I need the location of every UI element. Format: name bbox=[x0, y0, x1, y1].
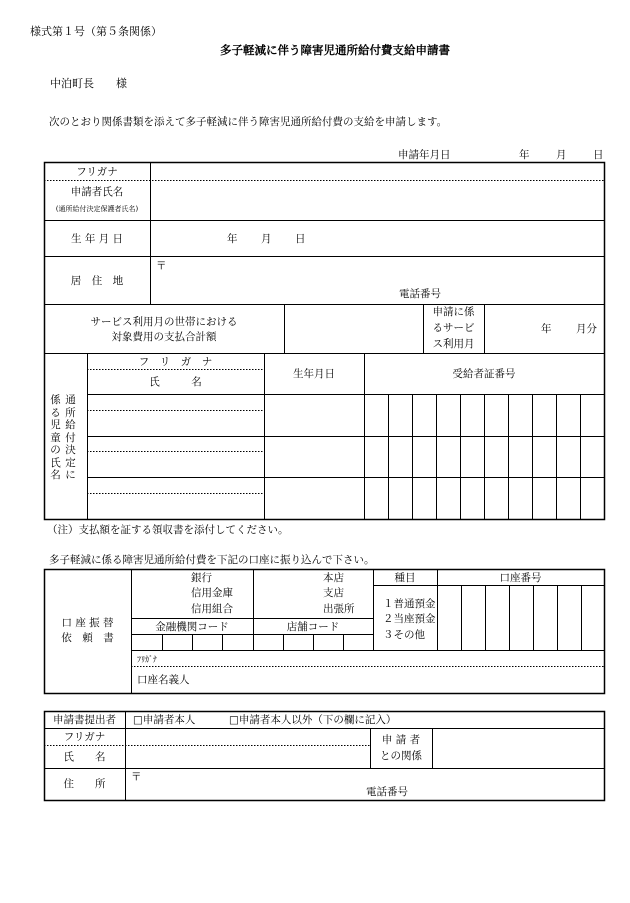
institution-code-label: 金融機関コード bbox=[155, 621, 229, 633]
relationship-label-2: との関係 bbox=[380, 750, 422, 762]
furigana-label: フリガナ bbox=[76, 166, 118, 178]
bank-option-kumiai: 信用組合 bbox=[191, 603, 233, 615]
total-cost-label-2: 対象費用の支払合計額 bbox=[111, 331, 217, 343]
service-month-suffix: 月分 bbox=[576, 323, 597, 335]
submitter-phone-label: 電話番号 bbox=[366, 786, 408, 798]
account-number-label: 口座番号 bbox=[499, 572, 542, 584]
intro-text: 次のとおり関係書類を添えて多子軽減に伴う障害児通所給付費の支給を申請します。 bbox=[49, 116, 448, 128]
transfer-label-2: 依 頼 書 bbox=[61, 632, 114, 644]
submitter-postal-mark: 〒 bbox=[131, 771, 142, 783]
account-kind-1: １普通預金 bbox=[383, 598, 436, 610]
receipt-note: （注）支払額を証する領収書を添付してください。 bbox=[47, 524, 289, 536]
birth-date-label: 生 年 月 日 bbox=[70, 233, 123, 245]
transfer-label-1: 口 座 振 替 bbox=[61, 617, 114, 629]
children-vertical-label-2: 通所給付決定に bbox=[65, 394, 76, 481]
account-kind-2: ２当座預金 bbox=[383, 613, 436, 625]
account-kind-3: ３その他 bbox=[383, 629, 425, 641]
phone-label: 電話番号 bbox=[399, 288, 441, 300]
branch-option-shiten: 支店 bbox=[323, 587, 344, 599]
children-birth-label: 生年月日 bbox=[293, 368, 335, 380]
account-holder-label: 口座名義人 bbox=[137, 674, 190, 686]
branch-option-shuchojo: 出張所 bbox=[323, 603, 355, 615]
submitter-address-label: 住 所 bbox=[63, 778, 106, 790]
children-name-label: 氏 名 bbox=[149, 376, 202, 388]
relationship-label-1: 申 請 者 bbox=[381, 734, 421, 746]
birth-day: 日 bbox=[295, 233, 306, 245]
submitter-option-self[interactable]: □申請者本人 bbox=[133, 714, 196, 726]
bank-intro: 多子軽減に係る障害児通所給付費を下記の口座に振り込んで下さい。 bbox=[49, 554, 375, 566]
birth-year: 年 bbox=[227, 233, 238, 245]
application-date-day: 日 bbox=[593, 149, 604, 161]
children-vertical-label-1: 係る児童の氏名 bbox=[50, 394, 61, 481]
applicant-name-sublabel: (通所給付決定保護者氏名) bbox=[55, 205, 139, 213]
children-furigana-label: フ リ ガ ナ bbox=[138, 356, 213, 368]
service-month-label-3: ス利用月 bbox=[432, 338, 475, 350]
submitter-furigana-label: フリガナ bbox=[63, 731, 106, 743]
birth-month: 月 bbox=[261, 233, 272, 245]
children-cert-label: 受給者証番号 bbox=[452, 368, 516, 380]
bank-option-bank: 銀行 bbox=[191, 572, 212, 584]
bank-option-shinkin: 信用金庫 bbox=[191, 587, 233, 599]
application-date-year: 年 bbox=[519, 149, 530, 161]
applicant-name-label: 申請者氏名 bbox=[70, 186, 124, 198]
submitter-option-other[interactable]: □申請者本人以外（下の欄に記入） bbox=[229, 714, 397, 726]
branch-option-honten: 本店 bbox=[323, 572, 344, 584]
postal-mark: 〒 bbox=[156, 260, 167, 272]
service-month-label-2: るサービ bbox=[432, 322, 475, 334]
form-number: 様式第１号（第５条関係） bbox=[30, 25, 162, 38]
submitter-name-label: 氏 名 bbox=[63, 751, 106, 763]
submitter-label: 申請書提出者 bbox=[53, 714, 116, 726]
address-label: 居 住 地 bbox=[70, 275, 124, 287]
addressee: 中泊町長 様 bbox=[50, 77, 127, 90]
total-cost-label-1: サービス利用月の世帯における bbox=[90, 316, 238, 328]
application-date-label: 申請年月日 bbox=[398, 149, 451, 161]
holder-furigana-label: ﾌﾘｶﾞﾅ bbox=[137, 655, 157, 664]
application-date-month: 月 bbox=[556, 149, 567, 161]
branch-code-label: 店舗コード bbox=[286, 621, 340, 633]
service-year: 年 bbox=[541, 323, 552, 335]
page-title: 多子軽減に伴う障害児通所給付費支給申請書 bbox=[220, 43, 450, 57]
service-month-label-1: 申請に係 bbox=[432, 306, 475, 318]
account-kind-label: 種目 bbox=[394, 572, 416, 584]
